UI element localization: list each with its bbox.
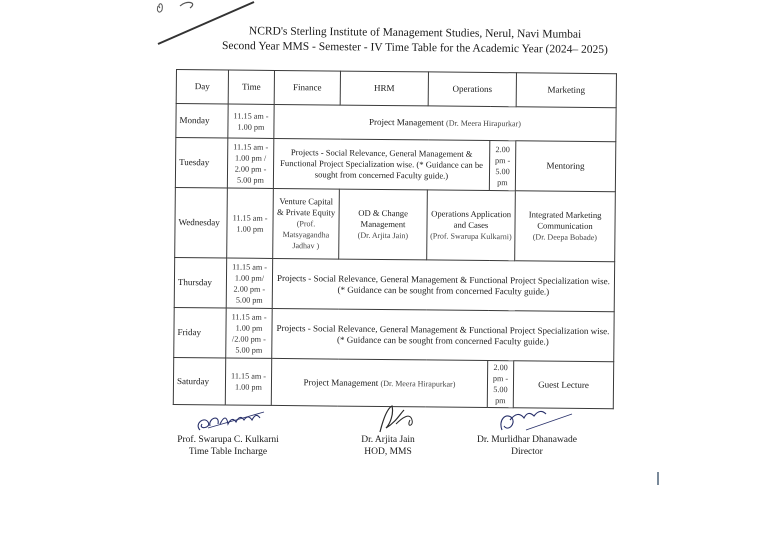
signature-scribble <box>472 404 582 434</box>
session-cell: Projects - Social Relevance, General Management & Functional Project Specialization wise. (* Guidance can be sought from concerned Faculty guide.) <box>273 138 489 190</box>
signatory-name: Dr. Murlidhar Dhanawade <box>477 435 577 445</box>
faculty-text: (Prof. Matsyagandha Jadhav ) <box>282 219 330 251</box>
signature-block-timetable-incharge <box>168 404 288 458</box>
projects-text: Projects - Social Relevance, General Management & Functional Project Specialization wise. <box>277 272 610 286</box>
subject-text: Integrated Marketing Communication <box>528 209 602 232</box>
faculty-text: (Prof. Swarupa Kulkarni) <box>430 231 512 242</box>
faculty-text: (Dr. Meera Hirapurkar) <box>380 378 456 389</box>
guidance-note: (* Guidance can be sought from concerned Faculty guide.) <box>337 284 550 297</box>
signature-block-hod <box>340 404 436 458</box>
time-cell: 11.15 am - 1.00 pm /2.00 pm - 5.00 pm <box>226 308 272 358</box>
timetable <box>173 69 617 409</box>
time-cell: 11.15 am - 1.00 pm <box>228 104 274 138</box>
col-header-finance: Finance <box>274 70 340 105</box>
signature-block-director <box>472 404 582 458</box>
session-cell: Guest Lecture <box>513 361 613 409</box>
guidance-note: (* Guidance can be sought from concerned Faculty guide.) <box>337 334 549 347</box>
page-edge-mark <box>657 472 659 485</box>
handwritten-signature <box>340 404 436 434</box>
day-cell: Wednesday <box>175 187 228 257</box>
session-cell <box>427 190 516 261</box>
table-row <box>175 138 615 192</box>
table-header-row <box>176 70 616 108</box>
time-cell: 2.00 pm - 5.00 pm <box>489 141 515 191</box>
session-cell <box>515 191 616 262</box>
col-header-marketing: Marketing <box>516 73 616 108</box>
session-cell <box>272 258 614 311</box>
signatory-role: Time Table Incharge <box>188 447 268 457</box>
signatory-name: Prof. Swarupa C. Kulkarni <box>177 435 279 445</box>
time-cell: 11.15 am - 1.00 pm <box>225 358 271 405</box>
document-title <box>200 24 630 59</box>
col-header-day: Day <box>176 70 228 104</box>
signature-scribble <box>340 404 436 434</box>
subject-text: Project Management <box>369 116 444 128</box>
day-cell: Tuesday <box>175 138 227 188</box>
time-cell: 11.15 am - 1.00 pm/ 2.00 pm - 5.00 pm <box>226 258 272 308</box>
subject-text: Venture Capital & Private Equity <box>276 195 336 218</box>
faculty-text: (Dr. Meera Hirapurkar) <box>446 118 521 129</box>
session-cell: Mentoring <box>515 141 615 192</box>
col-header-time: Time <box>228 70 274 104</box>
day-cell: Monday <box>176 104 228 138</box>
faculty-text: (Dr. Deepa Bobade) <box>532 232 598 243</box>
session-cell <box>271 358 487 407</box>
session-cell <box>274 104 616 141</box>
time-cell: 2.00 pm - 5.00 pm <box>487 361 513 408</box>
handwritten-signature <box>472 404 582 434</box>
table-row <box>176 104 616 142</box>
col-header-hrm: HRM <box>340 71 428 106</box>
signatory-role: HOD, MMS <box>364 447 412 457</box>
timetable-heading: Second Year MMS - Semester - IV Time Table for the Academic Year (2024– 2025) <box>221 39 608 57</box>
subject-text: Operations Application and Cases <box>431 208 512 231</box>
time-cell: 11.15 am - 1.00 pm <box>227 188 274 258</box>
day-cell: Friday <box>174 307 226 357</box>
session-cell <box>272 308 614 361</box>
table-row <box>175 187 616 261</box>
subject-text: OD & Change Management <box>358 207 409 230</box>
session-cell <box>273 188 340 259</box>
signatory-name: Dr. Arjita Jain <box>361 435 415 445</box>
signatory-role: Director <box>511 447 543 457</box>
projects-text: Projects - Social Relevance, General Management & Functional Project Specialization wise. <box>276 322 610 336</box>
table-row <box>174 257 614 311</box>
handwritten-signature <box>168 404 288 434</box>
table-row <box>174 307 614 361</box>
faculty-text: (Dr. Arjita Jain) <box>357 230 409 241</box>
institute-heading: NCRD's Sterling Institute of Management Studies, Nerul, Navi Mumbai <box>248 25 582 41</box>
subject-text: Project Management <box>303 376 379 388</box>
col-header-operations: Operations <box>428 72 516 107</box>
table-row <box>173 357 613 408</box>
day-cell: Saturday <box>173 357 225 404</box>
time-cell: 11.15 am - 1.00 pm / 2.00 pm - 5.00 pm <box>227 138 273 188</box>
day-cell: Thursday <box>174 257 226 307</box>
session-cell <box>339 189 428 260</box>
signature-scribble <box>168 404 288 434</box>
